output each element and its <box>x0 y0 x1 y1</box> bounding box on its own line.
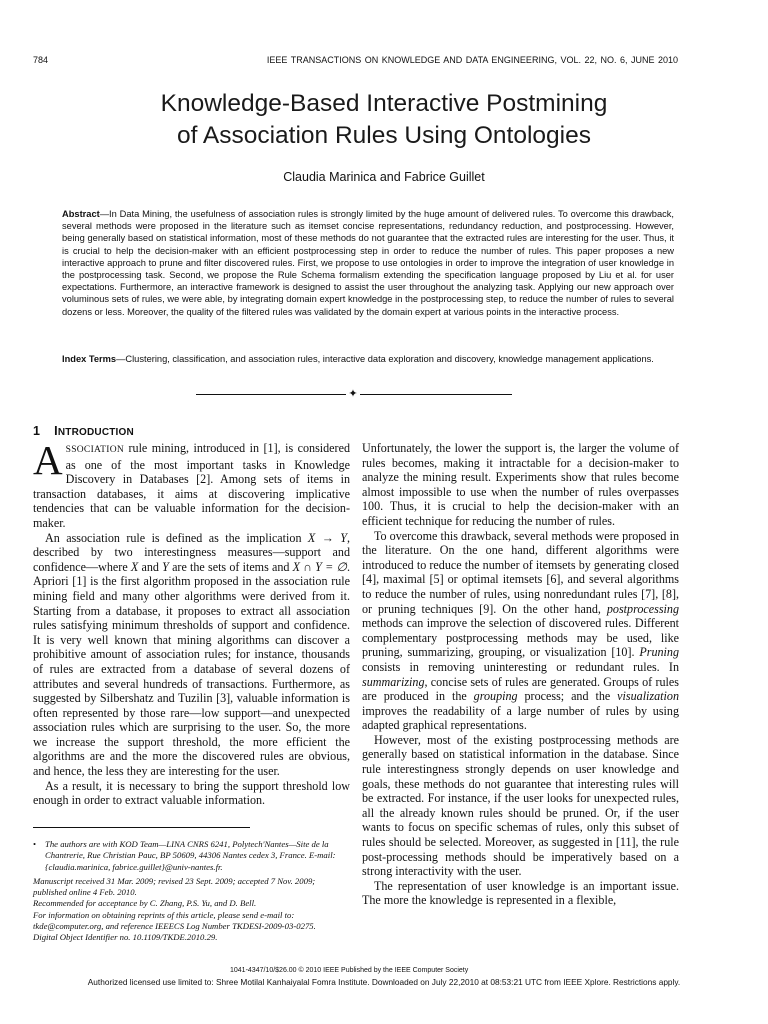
rp2-d: , concise sets of rules are generated. Groups of rules are produced in the <box>362 674 679 704</box>
section-title-initial: I <box>54 424 58 438</box>
divider-diamond-icon: ✦ <box>348 388 358 400</box>
title-line-2: of Association Rules Using Ontologies <box>177 122 591 149</box>
rp2-a: To overcome this drawback, several methods were proposed in the literature. On the one hand, different algorithms were introduced to reduce the number of itemsets by generating closed [4], maximal [5] or optimal itemsets [6], and several algorithms to reduce the number of rules, using nonredundant rules [7], [8], or pruning techniques [9]. On the other hand, <box>362 528 679 616</box>
section-heading <box>33 424 134 438</box>
index-terms-text: —Clustering, classification, and association rules, interactive data exploration and discovery, knowledge management applications. <box>116 354 654 364</box>
em-visualization: visualization <box>617 689 679 704</box>
index-terms-label: Index Terms <box>62 354 117 364</box>
authorized-use-notice: Authorized licensed use limited to: Shree Motilal Kanhaiyalal Fomra Institute. Downloaded on July 22,2010 at 08:53:21 UTC from IEEE Xplore. Restrictions apply. <box>87 977 681 987</box>
abstract-label: Abstract <box>62 209 100 219</box>
divider-right <box>360 394 512 395</box>
math-implication: X → Y <box>307 530 347 545</box>
math-y: Y <box>162 559 169 574</box>
p2-d: are the sets of items and <box>168 559 293 574</box>
math-intersection: X ∩ Y = ∅ <box>292 559 347 574</box>
right-paragraph-1: Unfortunately, the lower the support is, the larger the volume of rules becomes, making it intractable for a decision-maker to analyze the mining result. Experiments show that rules become almost impossible to use when the number of rules overpasses 100. Thus, it is crucial to help the decision-maker with an efficient technique for reducing the number of rules. <box>362 441 679 528</box>
first-word-smallcaps: SSOCIATION <box>65 445 125 455</box>
left-paragraph-1 <box>33 437 350 531</box>
authors: Claudia Marinica and Fabrice Guillet <box>283 170 485 184</box>
left-column <box>33 437 351 808</box>
page-number: 784 <box>33 55 49 65</box>
footnote-authors-text: The authors are with KOD Team—LINA CNRS 6241, Polytech'Nantes—Site de la Chantrerie, Rue Christian Pauc, BP 50609, 44306 Nantes cedex 3, France. E-mail: {claudia.marinica, fabrice.guillet}@univ-nantes.fr. <box>45 839 336 872</box>
p2-b: , described by two interestingness measures—support and confidence—where <box>33 530 350 574</box>
rp2-b: methods can improve the selection of discovered rules. Different complementary postprocessing methods may be used, like pruning, summarizing, grouping, or visualization [10]. <box>362 616 679 660</box>
footnote-doi: Digital Object Identifier no. 10.1109/TKDE.2010.29. <box>33 932 218 943</box>
left-paragraph-1-text: rule mining, introduced in [1], is considered as one of the most important tasks in Knowledge Discovery in Databases [2]. Among sets of items in transaction databases, it aims at discovering implicative tendencies that can be valuable information for the decision-maker. <box>33 441 350 530</box>
title-line-1: Knowledge-Based Interactive Postmining <box>160 90 608 117</box>
rp2-e: process; and the <box>517 689 618 704</box>
index-terms <box>62 353 674 365</box>
em-summarizing: summarizing <box>362 674 425 689</box>
section-title-rest: NTRODUCTION <box>57 427 134 438</box>
footnote-recommended: Recommended for acceptance by C. Zhang, P.S. Yu, and D. Bell. <box>33 898 257 909</box>
copyright-line: 1041-4347/10/$26.00 © 2010 IEEE Published by the IEEE Computer Society <box>230 967 469 974</box>
drop-cap: A <box>33 437 63 483</box>
p2-c: and <box>138 559 163 574</box>
right-paragraph-2 <box>362 529 679 733</box>
right-paragraph-4: The representation of user knowledge is an important issue. The more the knowledge is represented in a flexible, <box>362 878 679 908</box>
rp2-c: consists in removing uninteresting or redundant rules. In <box>362 659 679 674</box>
abstract-text: —In Data Mining, the usefulness of association rules is strongly limited by the huge amount of delivered rules. To overcome this drawback, several methods were proposed in the literature such as itemset concise representations, redundancy reduction, and postprocessing. However, being generally based on statistical information, most of these methods do not guarantee that the extracted rules are interesting for the user. Thus, it is crucial to help the decision-maker with an efficient postprocessing step in order to reduce the number of rules. This paper proposes a new interactive approach to prune and filter discovered rules. First, we propose to use ontologies in order to improve the integration of user knowledge in the postprocessing task. Second, we propose the Rule Schema formalism extending the specification language proposed by Liu et al. for user expectations. Furthermore, an interactive framework is designed to assist the user throughout the analyzing task. Applying our new approach over voluminous sets of rules, we were able, by integrating domain expert knowledge in the postprocessing step, to reduce the number of rules to several dozens or less. Moreover, the quality of the filtered rules was validated by the domain expert at various points in the interactive process. <box>62 209 674 317</box>
right-paragraph-3: However, most of the existing postprocessing methods are generally based on statistical information in the database. Since rule interestingness strongly depends on user knowledge and goals, these methods do not guarantee that interesting rules will be extracted. For instance, if the user looks for unexpected rules, all the already known rules should be pruned. Or, if the user wants to focus on specific schemas of rules, only this subset of rules should be selected. Moreover, as suggested in [11], the rule post-processing methods should be imperatively based on a strong interactivity with the user. <box>362 732 679 879</box>
p2-a: An association rule is defined as the implication <box>45 530 308 545</box>
footnote-rule <box>33 827 250 828</box>
em-grouping: grouping <box>473 689 518 704</box>
footnote-reprints: For information on obtaining reprints of this article, please send e-mail to: tkde@computer.org, and reference IEEECS Log Number TKDESI-2009-03-0275. <box>33 909 316 932</box>
bullet-icon: • <box>33 839 37 849</box>
divider-left <box>196 394 346 395</box>
math-x: X <box>130 559 139 574</box>
section-number: 1 <box>33 424 41 438</box>
paper-title <box>0 88 768 152</box>
footnote-received: Manuscript received 31 Mar. 2009; revised 23 Sept. 2009; accepted 7 Nov. 2009; published online 4 Feb. 2010. <box>33 875 316 898</box>
p2-e: . Apriori [1] is the first algorithm proposed in the association rule mining field and many other algorithms were derived from it. Starting from a database, it proposes to extract all association rules satisfying minimum thresholds of support and confidence. It is very well known that mining algorithms can discover a prohibitive amount of association rules; for instance, thousands of rules are extracted from a database of several dozens of attributes and several hundreds of transactions. Furthermore, as suggested by Silbershatz and Tuzilin [3], valuable information is often represented by those rare—low support—and unexpected association rules which are surprising to the user. So, the more we increase the support threshold, the more efficient the algorithms are and the more the discovered rules are obvious, and hence, the less they are interesting for the user. <box>33 559 351 779</box>
rp2-f: improves the readability of a large number of rules by using adapted graphical representations. <box>362 703 679 733</box>
abstract <box>62 208 674 318</box>
left-paragraph-2 <box>33 531 350 779</box>
em-postprocessing: postprocessing <box>606 601 679 616</box>
em-pruning: Pruning <box>639 645 679 660</box>
right-column <box>362 441 679 908</box>
footnote-authors <box>33 839 350 873</box>
left-paragraph-3: As a result, it is necessary to bring the support threshold low enough in order to extract valuable information. <box>33 778 350 808</box>
journal-header: IEEE TRANSACTIONS ON KNOWLEDGE AND DATA ENGINEERING, VOL. 22, NO. 6, JUNE 2010 <box>266 55 678 65</box>
footnotes <box>33 839 350 944</box>
